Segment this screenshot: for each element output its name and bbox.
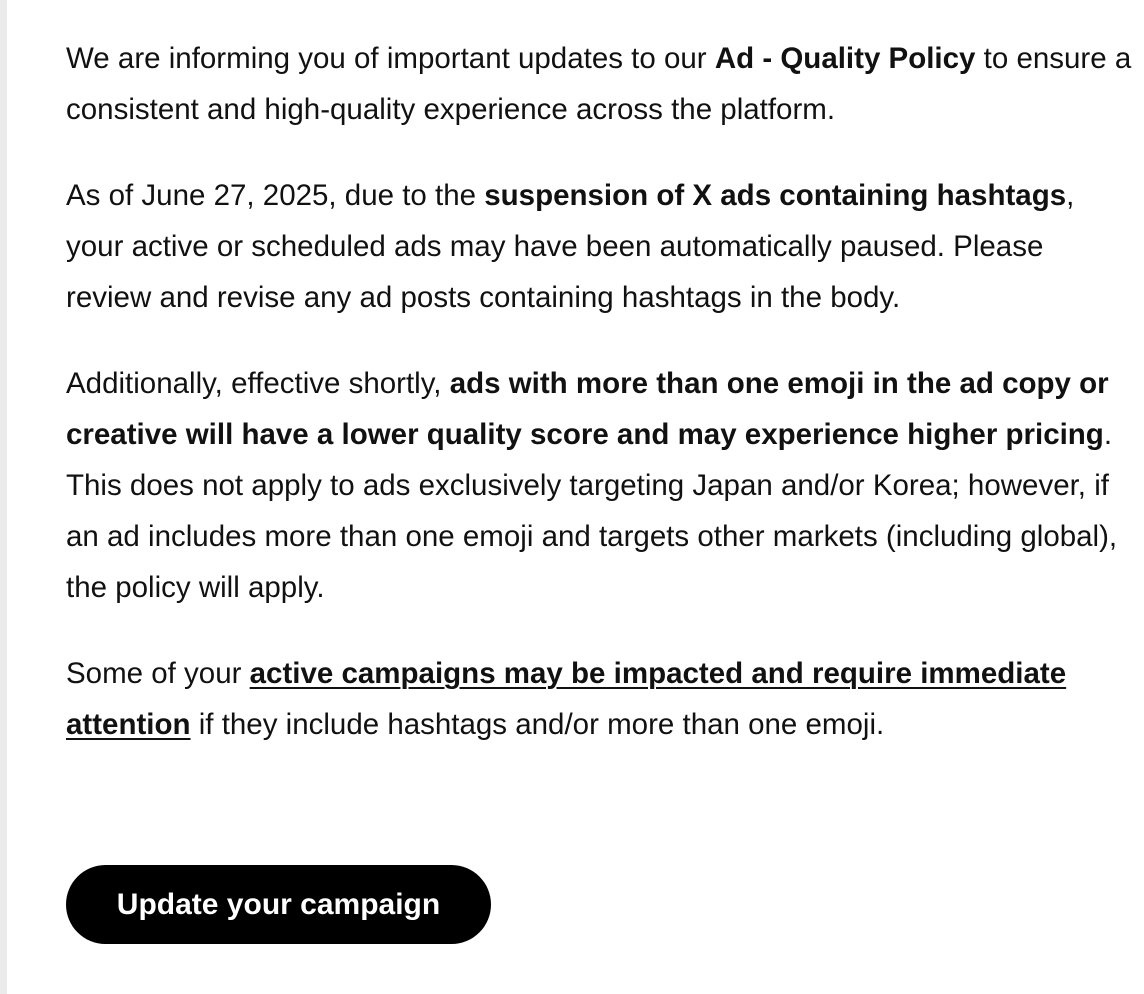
update-campaign-button[interactable]: Update your campaign	[66, 865, 491, 944]
paragraph-impacted-campaigns	[66, 648, 1134, 750]
left-border	[0, 0, 7, 994]
paragraph-text: if they include hashtags and/or more than one emoji.	[190, 708, 885, 741]
paragraph-text: to ensure a consistent and high-quality experience across the platform.	[66, 42, 1132, 126]
paragraph-text: Additionally, effective shortly,	[66, 367, 450, 400]
paragraph-hashtag-suspension	[66, 170, 1134, 323]
hashtag-suspension-notice: suspension of X ads containing hashtags	[484, 179, 1067, 212]
paragraph-text: As of June 27, 2025, due to the	[66, 179, 485, 212]
paragraph-text: . This does not apply to ads exclusively targeting Japan and/or Korea; however, if an ad includes more than one emoji and targets other markets (including global), the policy will apply.	[66, 418, 1118, 604]
emoji-policy-notice: ads with more than one emoji in the ad copy or creative will have a lower quality score and may experience higher pricing	[66, 367, 1109, 451]
paragraph-text: , your active or scheduled ads may have been automatically paused. Please review and revise any ad posts containing hashtags in the body.	[66, 179, 1075, 314]
paragraph-emoji-policy	[66, 358, 1134, 613]
paragraph-text: Some of your	[66, 657, 250, 690]
paragraph-policy-update	[66, 33, 1134, 135]
policy-name: Ad - Quality Policy	[714, 42, 976, 75]
email-body	[66, 33, 1134, 785]
impacted-campaigns-link[interactable]: active campaigns may be impacted and require immediate attention	[66, 657, 1067, 741]
paragraph-text: We are informing you of important updates to our	[66, 42, 715, 75]
